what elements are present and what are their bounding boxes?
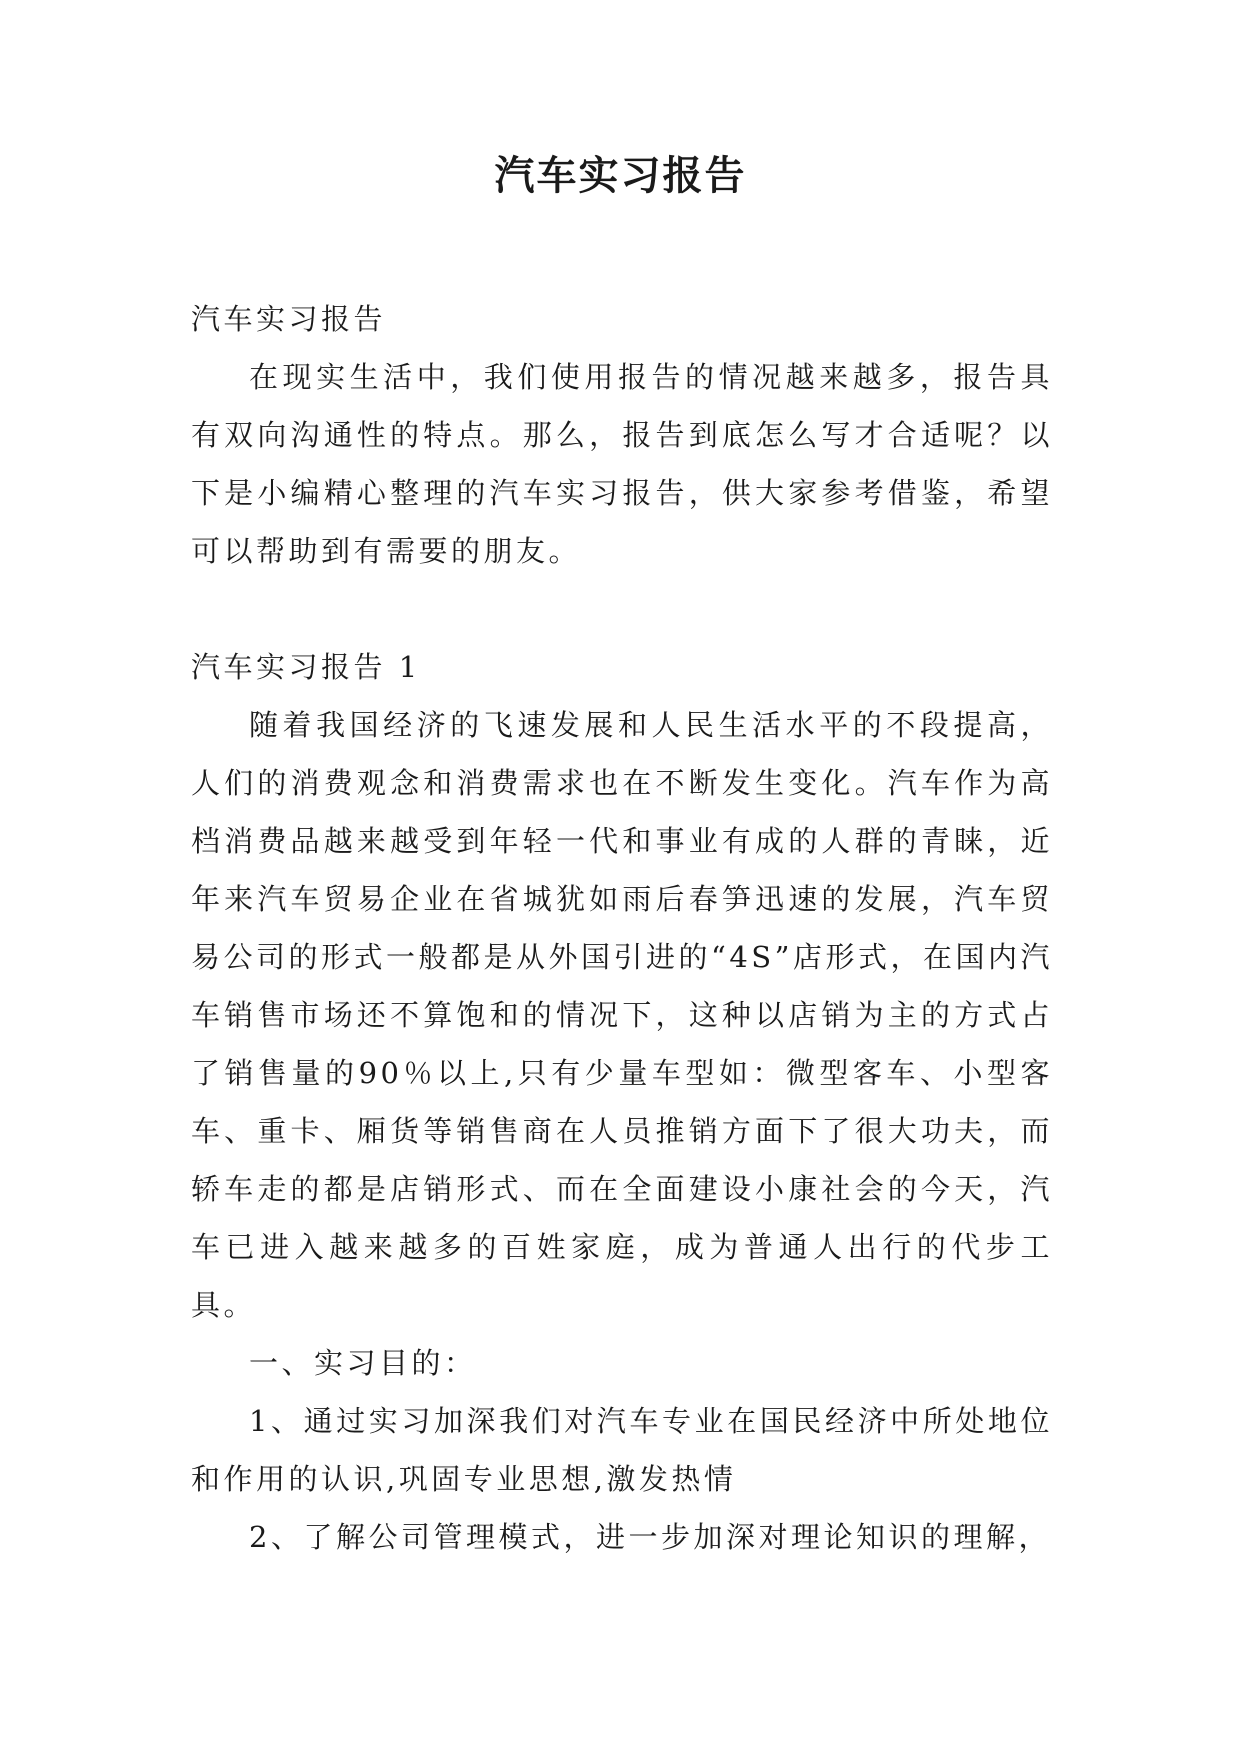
section-heading: 汽车实习报告 1 bbox=[191, 650, 421, 684]
intro-paragraph: 在现实生活中，我们使用报告的情况越来越多，报告具有双向沟通性的特点。那么，报告到底怎么写才合适呢？以下是小编精心整理的汽车实习报告，供大家参考借鉴，希望可以帮助到有需要的朋友。 bbox=[191, 360, 1053, 568]
document-body bbox=[191, 290, 1053, 1566]
paragraph-spacer bbox=[191, 580, 1053, 638]
document-title: 汽车实习报告 bbox=[494, 153, 747, 199]
document-subtitle: 汽车实习报告 bbox=[191, 302, 387, 336]
purpose-item: 2、了解公司管理模式，进一步加深对理论知识的理解， bbox=[249, 1520, 1051, 1554]
section-paragraph: 随着我国经济的飞速发展和人民生活水平的不段提高，人们的消费观念和消费需求也在不断发生变化。汽车作为高档消费品越来越受到年轻一代和事业有成的人群的青睐，近年来汽车贸易企业在省城犹如雨后春笋迅速的发展，汽车贸易公司的形式一般都是从外国引进的“4S”店形式，在国内汽车销售市场还不算饱和的情况下，这种以店销为主的方式占了销售量的90％以上,只有少量车型如：微型客车、小型客车、重卡、厢货等销售商在人员推销方面下了很大功夫，而轿车走的都是店销形式、而在全面建设小康社会的今天，汽车已进入越来越多的百姓家庭，成为普通人出行的代步工具。 bbox=[191, 708, 1053, 1322]
purpose-heading: 一、实习目的： bbox=[249, 1346, 477, 1380]
purpose-item: 1、通过实习加深我们对汽车专业在国民经济中所处地位和作用的认识,巩固专业思想,激发热情 bbox=[191, 1404, 1053, 1496]
